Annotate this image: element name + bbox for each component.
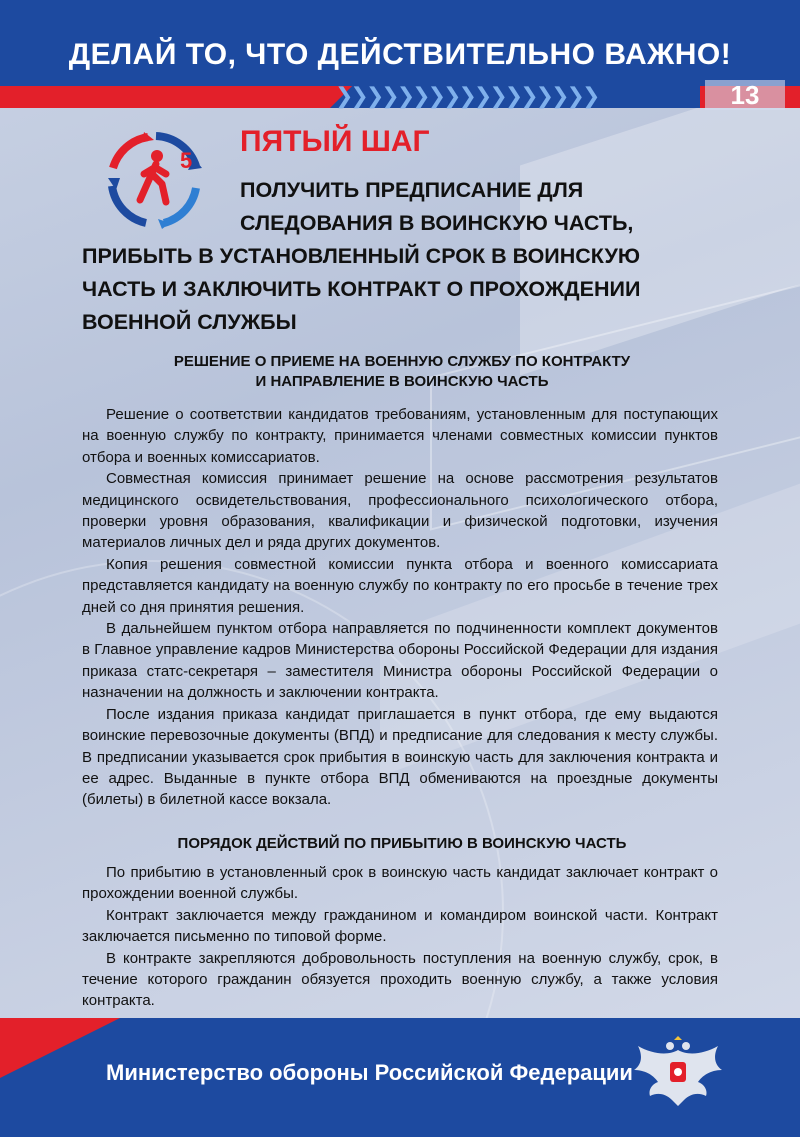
section-heading-arrival: ПОРЯДОК ДЕЙСТВИЙ ПО ПРИБЫТИЮ В ВОИНСКУЮ ЧАСТЬ [177, 835, 627, 852]
section-heading-line: И НАПРАВЛЕНИЕ В ВОИНСКУЮ ЧАСТЬ [255, 373, 549, 390]
chevron-arrows-icon: ❯❯❯❯❯❯❯❯❯❯❯❯❯❯❯❯❯ [335, 84, 598, 109]
paragraph: Копия решения совместной комиссии пункта отбора и военного комиссариата представляется кандидату на военную службу по контракту по его просьбе в течение трех дней со дня принятия решения. [82, 555, 718, 616]
paragraph: После издания приказа кандидат приглашается в пункт отбора, где ему выдаются воинские перевозочные документы (ВПД) и предписание для следования к месту службы. В предписании указывается срок прибытия в воинскую часть для заключения контракта и ее адрес. Выданные в пункте отбора ВПД обмениваются на проездные документы (билеты) в билетной кассе вокзала. [82, 705, 718, 809]
page-number: 13 [705, 80, 785, 110]
paragraph: В контракте закрепляются добровольность поступления на военную службу, срок, в течение которого гражданин обязуется проходить военную службу, а также условия контракта. [82, 949, 718, 1010]
double-headed-eagle-emblem [632, 1036, 724, 1108]
step-headline [82, 174, 702, 339]
header-bar [0, 0, 800, 86]
paragraph: Решение о соответствии кандидатов требованиям, установленным для поступающих на военную службу по контракту, принимается членами совместных комиссии пунктов отбора и военных комиссариатов. [82, 406, 718, 466]
headline-line: ЧАСТЬ И ЗАКЛЮЧИТЬ КОНТРАКТ О ПРОХОЖДЕНИИ [82, 277, 641, 301]
section-body-arrival [82, 862, 718, 1012]
headline-line: СЛЕДОВАНИЯ В ВОИНСКУЮ ЧАСТЬ, [240, 211, 634, 235]
footer-organization: Министерство обороны Российской Федерации [106, 1060, 633, 1085]
section-heading-admission [82, 352, 722, 392]
paragraph: В дальнейшем пунктом отбора направляется по подчиненности комплект документов в Главное управление кадров Министерства обороны Российской Федерации для издания приказа статс-секретаря – заместителя Министра обороны Российской Федерации о назначении на должность и заключении контракта. [82, 620, 718, 702]
step-title: ПЯТЫЙ ШАГ [240, 125, 430, 158]
headline-line: ПОЛУЧИТЬ ПРЕДПИСАНИЕ ДЛЯ [240, 178, 584, 202]
step-number: 5 [180, 148, 193, 173]
section-heading-line: РЕШЕНИЕ О ПРИЕМЕ НА ВОЕННУЮ СЛУЖБУ ПО КОНТРАКТУ [173, 353, 631, 370]
header-title: ДЕЛАЙ ТО, ЧТО ДЕЙСТВИТЕЛЬНО ВАЖНО! [68, 38, 732, 71]
headline-line: ПРИБЫТЬ В УСТАНОВЛЕННЫЙ СРОК В ВОИНСКУЮ [82, 244, 641, 268]
section-body-admission [82, 404, 718, 811]
paragraph: Совместная комиссия принимает решение на основе рассмотрения результатов медицинского освидетельствования, профессионального психологического отбора, проверки уровня образования, квалификации и физической подготовки, изучения материалов личных дел и ряда других документов. [82, 470, 718, 552]
paragraph: По прибытию в установленный срок в воинскую часть кандидат заключает контракт о прохождении военной службы. [82, 864, 718, 903]
paragraph: Контракт заключается между гражданином и командиром воинской части. Контракт заключается письменно по типовой форме. [82, 906, 718, 946]
headline-line: ВОЕННОЙ СЛУЖБЫ [82, 310, 297, 334]
